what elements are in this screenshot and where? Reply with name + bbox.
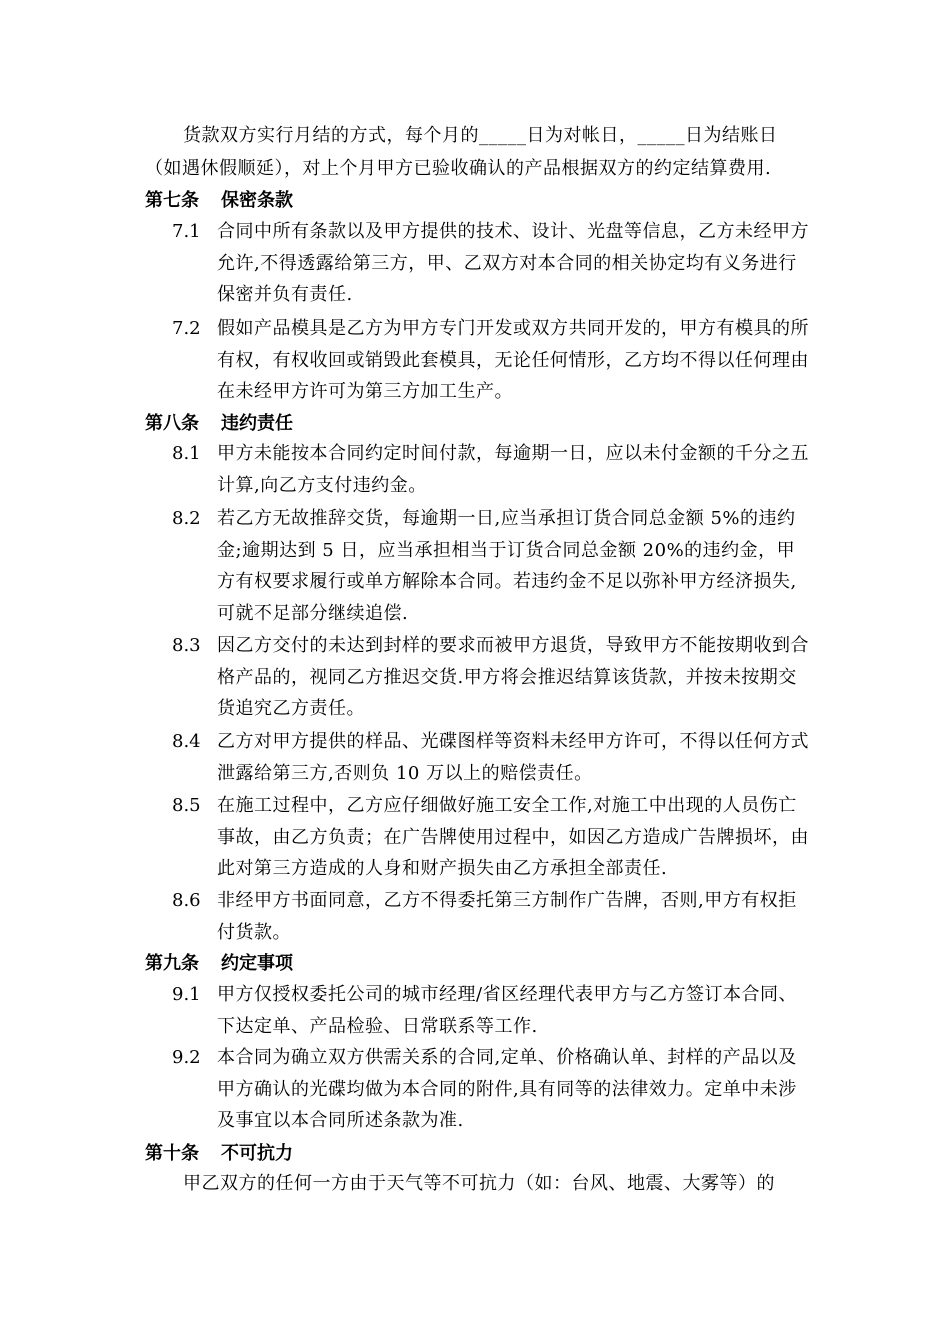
clause-8-1: [172, 438, 812, 501]
clause-text: 假如产品模具是乙方为甲方专门开发或双方共同开发的，甲方有模具的所有权，有权收回或销毁此套模具，无论任何情形，乙方均不得以任何理由在未经甲方许可为第三方加工生产。: [217, 318, 809, 402]
section-8-heading: [145, 407, 293, 440]
section-10-heading: [145, 1137, 293, 1170]
clause-text: 合同中所有条款以及甲方提供的技术、设计、光盘等信息，乙方未经甲方允许,不得透露给第三方，甲、乙双方对本合同的相关协定均有义务进行保密并负有责任.: [217, 221, 809, 305]
section-8-number: 第八条: [145, 413, 199, 434]
section-10-number: 第十条: [145, 1143, 199, 1164]
clause-text: 甲方未能按本合同约定时间付款，每逾期一日，应以未付金额的千分之五计算,向乙方支付违约金。: [217, 443, 809, 496]
clause-9-1: [172, 979, 812, 1042]
clause-8-5: [172, 790, 812, 885]
clause-number: 9.2: [172, 1047, 201, 1068]
clause-number: 8.5: [172, 795, 201, 816]
clause-text: 甲方仅授权委托公司的城市经理/省区经理代表甲方与乙方签订本合同、下达定单、产品检验、日常联系等工作.: [217, 984, 798, 1037]
clause-8-2: [172, 503, 812, 629]
clause-text: 若乙方无故推辞交货，每逾期一日,应当承担订货合同总金额 5%的违约金;逾期达到 5 日，应当承担相当于订货合同总金额 20%的违约金，甲方有权要求履行或单方解除本合同。若违约金不足以弥补甲方经济损失,可就不足部分继续追偿.: [217, 508, 797, 624]
force-majeure-paragraph: 甲乙双方的任何一方由于天气等不可抗力（如：台风、地震、大雾等）的: [183, 1173, 775, 1194]
clause-number: 7.1: [172, 221, 201, 242]
clause-number: 8.1: [172, 443, 201, 464]
section-8-title: 违约责任: [221, 413, 293, 434]
clause-number: 7.2: [172, 318, 201, 339]
clause-number: 9.1: [172, 984, 201, 1005]
clause-8-4: [172, 726, 812, 789]
section-9-number: 第九条: [145, 953, 199, 974]
clause-9-2: [172, 1042, 812, 1137]
clause-8-6: [172, 885, 812, 948]
clause-text: 非经甲方书面同意，乙方不得委托第三方制作广告牌，否则,甲方有权拒付货款。: [217, 890, 797, 943]
section-10-title: 不可抗力: [221, 1143, 293, 1164]
clause-7-1: [172, 216, 812, 311]
intro-paragraph: 货款双方实行月结的方式，每个月的_____日为对帐日，_____日为结账日（如遇休假顺延），对上个月甲方已验收确认的产品根据双方的约定结算费用.: [145, 125, 778, 179]
section-7-heading: [145, 184, 293, 217]
clause-number: 8.2: [172, 508, 201, 529]
section-9-title: 约定事项: [221, 953, 293, 974]
clause-text: 在施工过程中，乙方应仔细做好施工安全工作,对施工中出现的人员伤亡事故，由乙方负责；在广告牌使用过程中，如因乙方造成广告牌损坏，由此对第三方造成的人身和财产损失由乙方承担全部责任.: [217, 795, 809, 879]
section-7-number: 第七条: [145, 190, 199, 211]
clause-text: 因乙方交付的未达到封样的要求而被甲方退货，导致甲方不能按期收到合格产品的，视同乙方推迟交货.甲方将会推迟结算该货款，并按未按期交货追究乙方责任。: [217, 635, 809, 719]
clause-8-3: [172, 630, 812, 725]
clause-7-2: [172, 313, 812, 408]
clause-text: 本合同为确立双方供需关系的合同,定单、价格确认单、封样的产品以及甲方确认的光碟均做为本合同的附件,具有同等的法律效力。定单中未涉及事宜以本合同所述条款为准.: [217, 1047, 797, 1131]
section-7-title: 保密条款: [221, 190, 293, 211]
clause-text: 乙方对甲方提供的样品、光碟图样等资料未经甲方许可，不得以任何方式泄露给第三方,否则负 10 万以上的赔偿责任。: [217, 731, 809, 784]
section-9-heading: [145, 947, 293, 980]
clause-number: 8.4: [172, 731, 201, 752]
clause-number: 8.6: [172, 890, 201, 911]
clause-number: 8.3: [172, 635, 201, 656]
